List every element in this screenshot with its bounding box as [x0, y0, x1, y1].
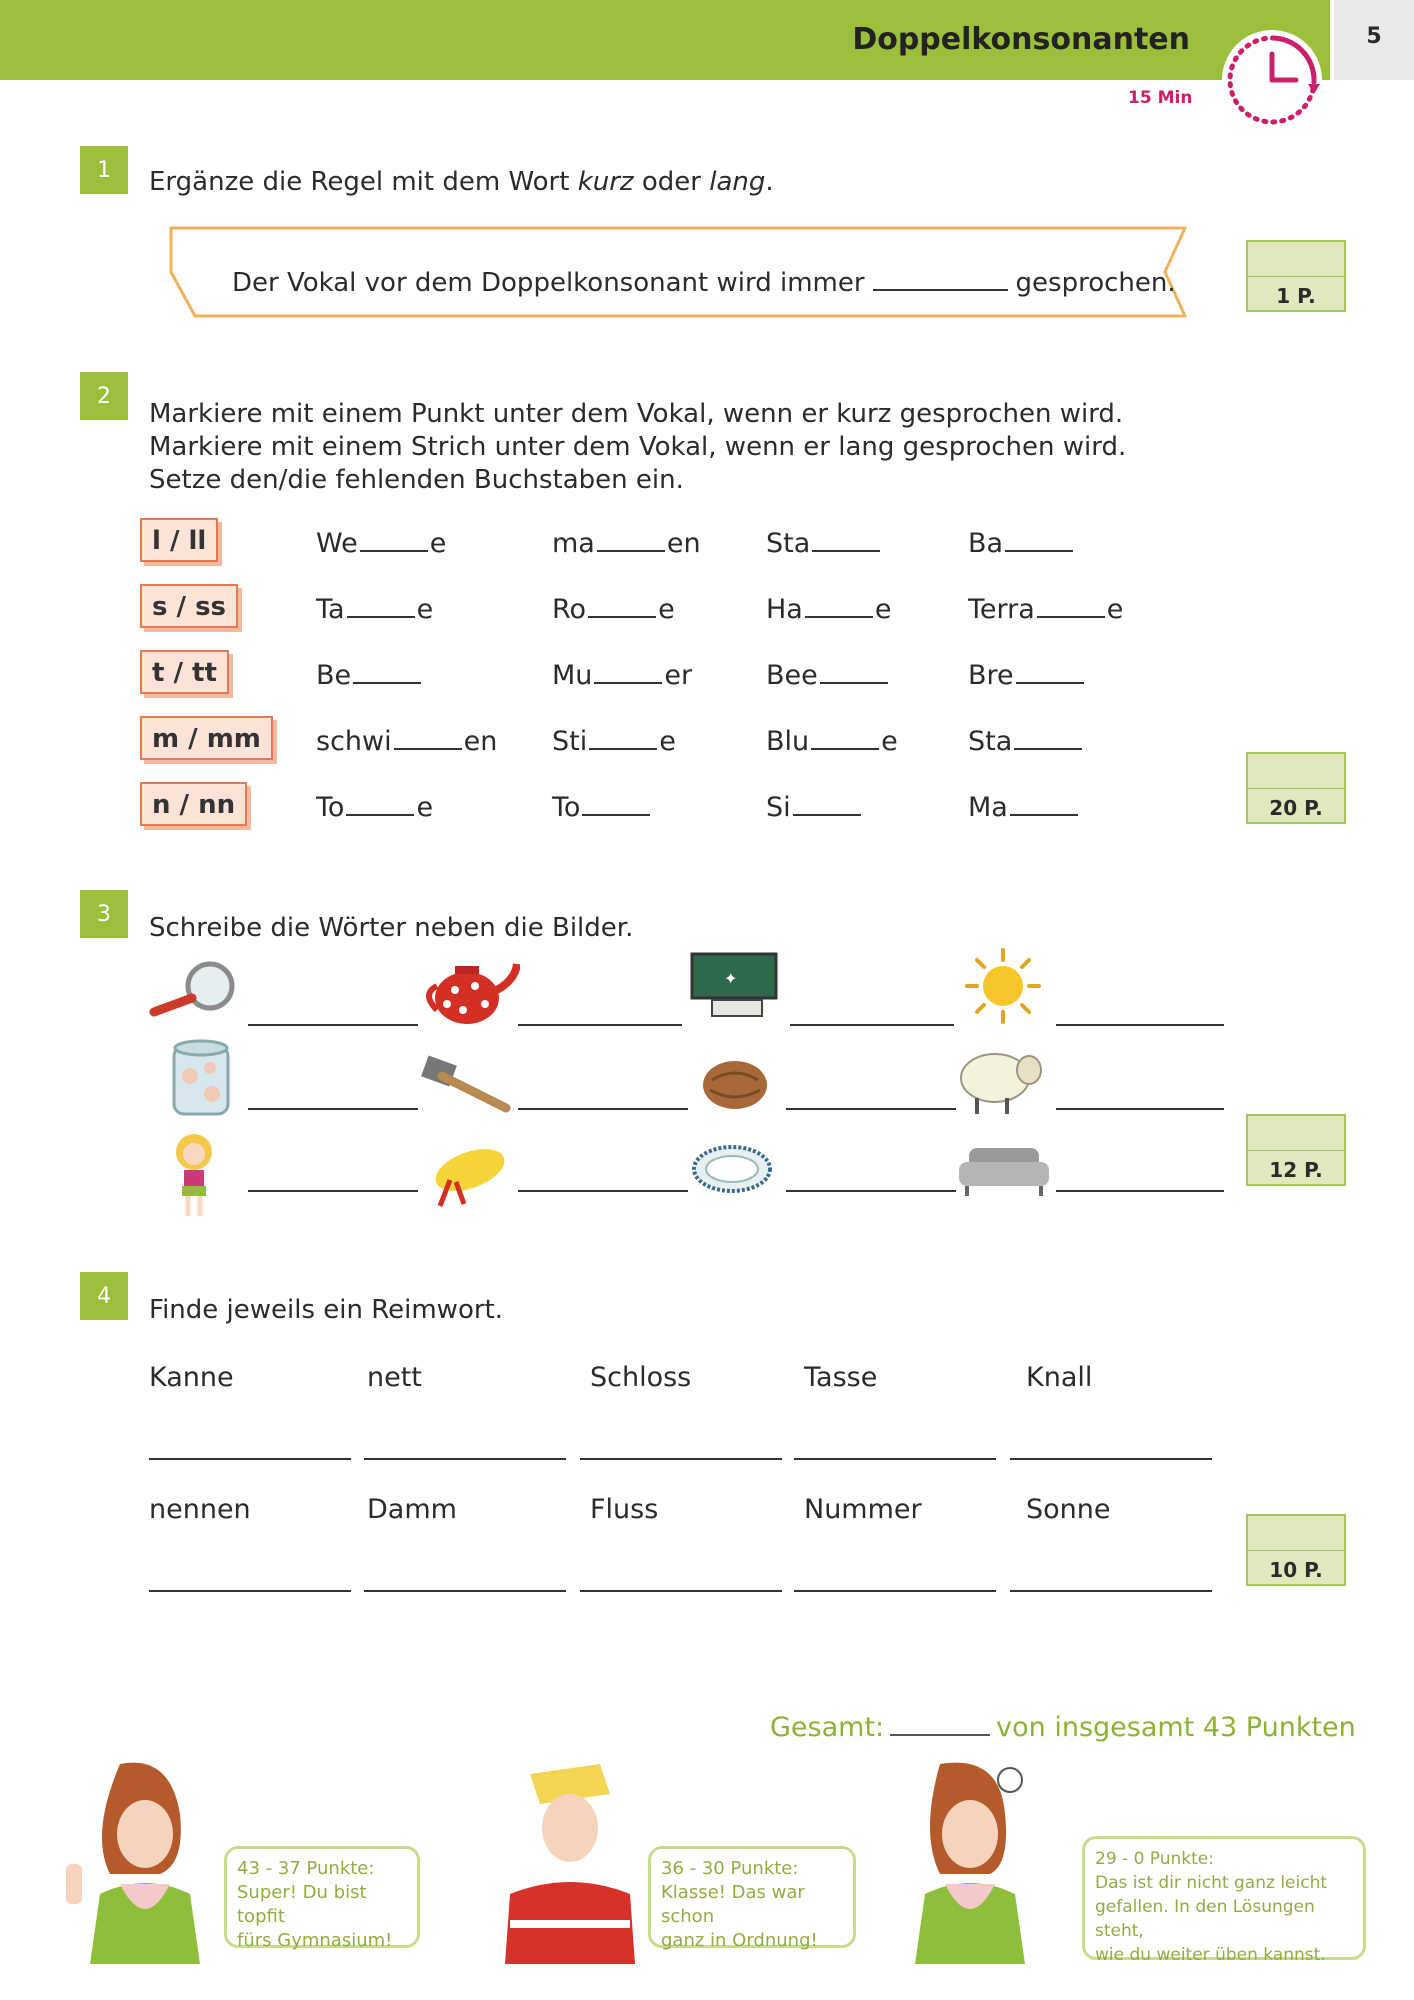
picture-write-line[interactable]: [1056, 1108, 1224, 1110]
fill-in-word: [316, 590, 433, 625]
feedback-bubble-middle: 36 - 30 Punkte: Klasse! Das war schon ganz in Ordnung!: [648, 1846, 856, 1948]
letter-blank[interactable]: [597, 524, 665, 552]
fill-in-word: [316, 524, 446, 559]
task-number-1: 1: [80, 146, 128, 194]
teapot-picture: [425, 950, 520, 1030]
rhyme-write-line[interactable]: [149, 1590, 351, 1592]
letter-label: t / tt: [140, 650, 229, 694]
word-end: e: [1106, 594, 1124, 625]
task-number-4: 4: [80, 1272, 128, 1320]
hat-picture: [430, 1140, 510, 1212]
page-number: 5: [1366, 24, 1382, 49]
rhyme-prompt-word: nett: [367, 1362, 422, 1393]
task3-instruction: Schreibe die Wörter neben die Bilder.: [149, 913, 634, 943]
girl-thinking-illustration: [890, 1754, 1050, 1964]
fill-in-word: [766, 788, 863, 823]
rhyme-prompt-word: Damm: [367, 1494, 457, 1525]
task1-instruction: Ergänze die Regel mit dem Wort kurz oder lang.: [149, 167, 774, 197]
picture-write-line[interactable]: [248, 1190, 418, 1192]
rhyme-write-line[interactable]: [580, 1458, 782, 1460]
fill-in-word: [968, 656, 1086, 691]
score-box-task4[interactable]: 10 P.: [1246, 1514, 1346, 1586]
word-start: Ha: [766, 594, 803, 625]
rhyme-write-line[interactable]: [149, 1458, 351, 1460]
fill-in-word: [968, 524, 1075, 559]
plate-picture: [690, 1142, 774, 1196]
word-end: en: [463, 726, 498, 757]
letter-blank[interactable]: [360, 524, 428, 552]
rhyme-prompt-word: Fluss: [590, 1494, 659, 1525]
word-start: Ro: [552, 594, 587, 625]
fill-in-word: [968, 788, 1080, 823]
feedback-bubble-low: 29 - 0 Punkte: Das ist dir nicht ganz leicht gefallen. In den Lösungen steht, wie du weiter üben kannst.: [1082, 1836, 1366, 1960]
picture-write-line[interactable]: [786, 1190, 956, 1192]
letter-blank[interactable]: [346, 788, 414, 816]
fill-in-word: [316, 722, 497, 757]
time-label: 15 Min: [1128, 88, 1193, 108]
word-start: Sti: [552, 726, 588, 757]
word-start: Mu: [552, 660, 593, 691]
task-number-3: 3: [80, 890, 128, 938]
svg-text:✦: ✦: [724, 969, 738, 988]
fill-in-word: [766, 590, 891, 625]
picture-write-line[interactable]: [518, 1108, 688, 1110]
sofa-picture: [955, 1140, 1053, 1200]
rhyme-prompt-word: Tasse: [804, 1362, 878, 1393]
word-start: To: [316, 792, 345, 823]
word-start: ma: [552, 528, 595, 559]
total-score-line: Gesamt: von insgesamt 43 Punkten: [770, 1712, 1356, 1743]
word-start: Be: [316, 660, 352, 691]
word-start: We: [316, 528, 358, 559]
girl-thumbs-up-illustration: [60, 1754, 220, 1964]
jar-picture: [168, 1036, 234, 1120]
fill-in-word: [766, 524, 882, 559]
page-title: Doppelkonsonanten: [852, 22, 1190, 57]
letter-blank[interactable]: [793, 788, 861, 816]
fill-in-word: [552, 722, 676, 757]
picture-write-line[interactable]: [786, 1108, 956, 1110]
letter-label: s / ss: [140, 584, 238, 628]
word-end: e: [416, 594, 434, 625]
word-start: schwi: [316, 726, 392, 757]
sun-picture: [963, 946, 1043, 1026]
picture-write-line[interactable]: [248, 1108, 418, 1110]
word-end: e: [658, 594, 675, 625]
score-box-task2[interactable]: 20 P.: [1246, 752, 1346, 824]
letter-blank[interactable]: [588, 590, 656, 618]
word-start: Sta: [766, 528, 811, 559]
word-end: e: [881, 726, 898, 757]
letter-blank[interactable]: [589, 722, 657, 750]
word-start: Bre: [968, 660, 1014, 691]
fill-in-word: [316, 656, 423, 691]
word-end: en: [666, 528, 701, 559]
rhyme-prompt-word: Schloss: [590, 1362, 692, 1393]
clock-icon: [1222, 30, 1322, 130]
letter-blank[interactable]: [812, 524, 880, 552]
word-start: Blu: [766, 726, 810, 757]
letter-blank[interactable]: [1005, 524, 1073, 552]
word-start: To: [552, 792, 581, 823]
rhyme-prompt-word: Sonne: [1026, 1494, 1111, 1525]
letter-blank[interactable]: [1014, 722, 1082, 750]
letter-blank[interactable]: [805, 590, 873, 618]
rhyme-write-line[interactable]: [794, 1590, 996, 1592]
score-box-task1[interactable]: 1 P.: [1246, 240, 1346, 312]
doll-picture: [160, 1130, 230, 1222]
sheep-picture: [955, 1040, 1047, 1116]
letter-blank[interactable]: [820, 656, 888, 684]
picture-write-line[interactable]: [790, 1024, 954, 1026]
word-end: e: [429, 528, 447, 559]
letter-blank[interactable]: [1010, 788, 1078, 816]
rhyme-write-line[interactable]: [794, 1458, 996, 1460]
fill-in-word: [766, 722, 898, 757]
task4-instruction: Finde jeweils ein Reimwort.: [149, 1295, 503, 1325]
word-end: e: [874, 594, 892, 625]
letter-blank[interactable]: [594, 656, 662, 684]
magnifier-picture: [148, 958, 243, 1018]
task2-instruction: Markiere mit einem Punkt unter dem Vokal, wenn er kurz gesprochen wird. Markiere mit einem Strich unter dem Vokal, wenn er lang gesprochen wird. Setze den/die fehlenden Buchstaben ein.: [149, 399, 1127, 495]
letter-label: l / ll: [140, 518, 218, 562]
word-end: e: [416, 792, 434, 823]
letter-label: n / nn: [140, 782, 247, 826]
rhyme-prompt-word: nennen: [149, 1494, 251, 1525]
rhyme-prompt-word: Nummer: [804, 1494, 922, 1525]
letter-blank[interactable]: [347, 590, 415, 618]
fill-in-word: [552, 788, 652, 823]
rule-sentence: Der Vokal vor dem Doppelkonsonant wird immer gesprochen.: [232, 265, 1176, 298]
rhyme-write-line[interactable]: [1010, 1458, 1212, 1460]
feedback-bubble-high: 43 - 37 Punkte: Super! Du bist topfit fürs Gymnasium!: [224, 1846, 420, 1948]
rule-blank[interactable]: [873, 265, 1008, 291]
total-blank[interactable]: [890, 1712, 990, 1736]
fill-in-word: [968, 722, 1084, 757]
letter-blank[interactable]: [394, 722, 462, 750]
letter-label: m / mm: [140, 716, 273, 760]
word-start: Terra: [968, 594, 1035, 625]
word-start: Ma: [968, 792, 1008, 823]
word-end: e: [659, 726, 676, 757]
rhyme-write-line[interactable]: [364, 1590, 566, 1592]
fill-in-word: [552, 590, 675, 625]
fill-in-word: [766, 656, 890, 691]
fill-in-word: [968, 590, 1123, 625]
word-start: Bee: [766, 660, 818, 691]
picture-write-line[interactable]: [518, 1190, 688, 1192]
letter-blank[interactable]: [1016, 656, 1084, 684]
word-end: er: [664, 660, 693, 691]
rhyme-write-line[interactable]: [1010, 1590, 1212, 1592]
letter-blank[interactable]: [582, 788, 650, 816]
fill-in-word: [316, 788, 433, 823]
rhyme-prompt-word: Kanne: [149, 1362, 234, 1393]
fill-in-word: [552, 524, 701, 559]
word-start: Ba: [968, 528, 1004, 559]
rhyme-write-line[interactable]: [580, 1590, 782, 1592]
letter-blank[interactable]: [353, 656, 421, 684]
picture-write-line[interactable]: [248, 1024, 418, 1026]
letter-blank[interactable]: [1037, 590, 1105, 618]
word-start: Ta: [316, 594, 345, 625]
rhyme-write-line[interactable]: [364, 1458, 566, 1460]
picture-write-line[interactable]: [1056, 1024, 1224, 1026]
letter-blank[interactable]: [811, 722, 879, 750]
nut-picture: [700, 1058, 770, 1112]
picture-write-line[interactable]: [518, 1024, 682, 1026]
score-box-task3[interactable]: 12 P.: [1246, 1114, 1346, 1186]
picture-write-line[interactable]: [1056, 1190, 1224, 1192]
rhyme-prompt-word: Knall: [1026, 1362, 1093, 1393]
boy-arms-crossed-illustration: [490, 1754, 640, 1964]
word-start: Sta: [968, 726, 1013, 757]
task-number-2: 2: [80, 372, 128, 420]
word-start: Si: [766, 792, 791, 823]
chalkboard-picture: [688, 950, 780, 1022]
fill-in-word: [552, 656, 692, 691]
hammer-picture: [420, 1052, 512, 1118]
